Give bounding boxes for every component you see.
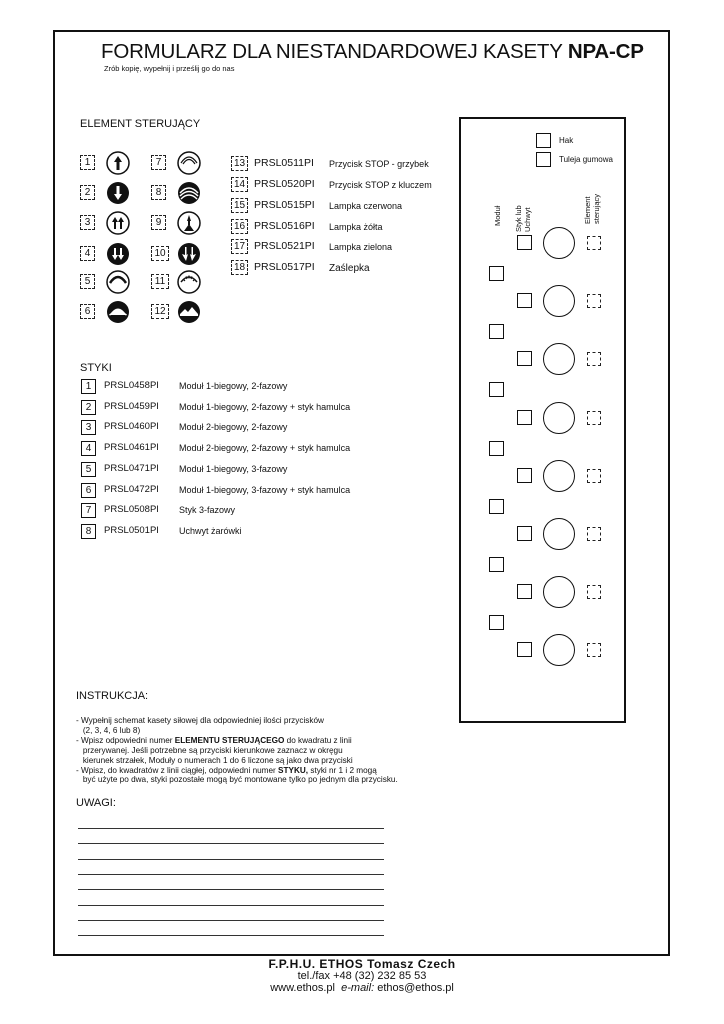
contact-slot-box[interactable] <box>517 642 532 657</box>
contact-number-box: 4 <box>81 441 96 456</box>
element-number-box: 14 <box>231 177 248 192</box>
module-slot-box[interactable] <box>489 615 504 630</box>
module-slot-box[interactable] <box>489 499 504 514</box>
contact-slot-box[interactable] <box>517 293 532 308</box>
contact-number-box: 6 <box>81 483 96 498</box>
module-slot-box[interactable] <box>489 441 504 456</box>
dome-icon <box>106 300 130 324</box>
element-slot-box[interactable] <box>587 294 601 308</box>
arrow-up-icon <box>106 151 130 175</box>
module-slot-box[interactable] <box>489 382 504 397</box>
contact-description: Moduł 1-biegowy, 2-fazowy <box>179 381 288 391</box>
element-slot-box[interactable] <box>587 527 601 541</box>
contact-slot-box[interactable] <box>517 351 532 366</box>
element-code: PRSL0516PI <box>254 220 315 232</box>
arrow-down-icon <box>106 181 130 205</box>
footer-web[interactable]: www.ethos.pl <box>270 982 335 994</box>
instructions-heading: INSTRUKCJA: <box>76 690 149 702</box>
contact-number-box: 2 <box>81 400 96 415</box>
instruction-line: kierunek strzałek, Moduły o numerach 1 do 6 liczone są jako dwa przyciski <box>76 755 353 765</box>
control-element-number-7: 7 <box>151 155 166 170</box>
contact-slot-box[interactable] <box>517 410 532 425</box>
button-circle[interactable] <box>543 518 575 550</box>
footer-company: F.P.H.U. ETHOS Tomasz Czech <box>268 957 456 971</box>
instruction-line: - Wpisz odpowiedni numer ELEMENTU STERUJĄCEGO do kwadratu z linii <box>76 735 352 745</box>
element-number-box: 16 <box>231 219 248 234</box>
contact-description: Moduł 2-biegowy, 2-fazowy + styk hamulca <box>179 443 351 454</box>
element-description: Lampka zielona <box>329 242 393 252</box>
element-description: Zaślepka <box>329 263 370 274</box>
contact-number-box: 5 <box>81 462 96 477</box>
instruction-line: (2, 3, 4, 6 lub 8) <box>76 725 141 735</box>
contact-code: PRSL0501PI <box>104 524 159 536</box>
contact-code: PRSL0461PI <box>104 442 159 454</box>
control-element-number-4: 4 <box>80 246 95 261</box>
contact-description: Moduł 1-biegowy, 3-fazowy <box>179 463 288 474</box>
control-element-number-3: 3 <box>80 215 95 230</box>
styki-heading: STYKI <box>80 362 112 374</box>
element-slot-box[interactable] <box>587 352 601 366</box>
contact-slot-box[interactable] <box>517 584 532 599</box>
tick-marks-arc-icon <box>177 270 201 294</box>
contact-number-box: 1 <box>81 379 96 394</box>
contact-code: PRSL0459PI <box>104 400 159 412</box>
note-line[interactable] <box>78 889 384 890</box>
element-slot-box[interactable] <box>587 236 601 250</box>
contact-code: PRSL0471PI <box>104 462 159 474</box>
element-description: Przycisk STOP - grzybek <box>329 159 429 169</box>
element-slot-box[interactable] <box>587 643 601 657</box>
contact-code: PRSL0460PI <box>104 421 159 433</box>
contact-description: Uchwyt żarówki <box>179 525 242 536</box>
button-circle[interactable] <box>543 227 575 259</box>
note-line[interactable] <box>78 920 384 921</box>
col-label-modul: Moduł <box>493 205 502 226</box>
tuleja-label: Tuleja gumowa <box>559 155 613 164</box>
contact-code: PRSL0472PI <box>104 483 159 495</box>
instruction-line: - Wypełnij schemat kasety siłowej dla odpowiedniej ilości przycisków <box>76 716 324 725</box>
arc-top-icon <box>106 270 130 294</box>
element-code: PRSL0517PI <box>254 261 315 273</box>
note-line[interactable] <box>78 843 384 844</box>
double-arrow-up-icon <box>106 211 130 235</box>
instructions-text <box>76 716 416 785</box>
control-element-number-10: 10 <box>151 246 169 261</box>
element-number-box: 13 <box>231 156 248 171</box>
contact-slot-box[interactable] <box>517 526 532 541</box>
notes-heading: UWAGI: <box>76 797 116 809</box>
contact-description: Moduł 2-biegowy, 2-fazowy <box>179 422 288 433</box>
col-label-styk: Styk lub Uchwyt <box>514 205 532 232</box>
element-description: Lampka żółta <box>329 222 383 232</box>
element-number-box: 15 <box>231 198 248 213</box>
control-element-number-9: 9 <box>151 215 166 230</box>
element-description: Lampka czerwona <box>329 201 403 211</box>
stacked-arcs-icon <box>177 181 201 205</box>
contact-number-box: 8 <box>81 524 96 539</box>
module-slot-box[interactable] <box>489 324 504 339</box>
control-element-number-1: 1 <box>80 155 95 170</box>
element-slot-box[interactable] <box>587 469 601 483</box>
contact-number-box: 7 <box>81 503 96 518</box>
contact-code: PRSL0458PI <box>104 380 159 391</box>
element-slot-box[interactable] <box>587 411 601 425</box>
contact-number-box: 3 <box>81 420 96 435</box>
control-element-number-12: 12 <box>151 304 169 319</box>
contact-slot-box[interactable] <box>517 468 532 483</box>
form-subtitle: Zrób kopię, wypełnij i prześlij go do nas <box>104 64 235 73</box>
control-element-number-2: 2 <box>80 185 95 200</box>
mountain-icon <box>177 300 201 324</box>
contact-code: PRSL0508PI <box>104 504 159 516</box>
module-slot-box[interactable] <box>489 557 504 572</box>
element-code: PRSL0515PI <box>254 199 315 211</box>
control-element-number-6: 6 <box>80 304 95 319</box>
element-description: Przycisk STOP z kluczem <box>329 180 432 190</box>
contact-description: Moduł 1-biegowy, 3-fazowy + styk hamulca <box>179 484 351 495</box>
element-code: PRSL0511PI <box>254 157 314 169</box>
col-label-element: Element sterujący <box>583 193 601 224</box>
note-line[interactable] <box>78 828 384 829</box>
note-line[interactable] <box>78 859 384 860</box>
element-number-box: 17 <box>231 239 248 254</box>
element-heading: ELEMENT STERUJĄCY <box>80 118 201 130</box>
hak-label: Hak <box>559 136 574 145</box>
module-slot-box[interactable] <box>489 266 504 281</box>
form-title: FORMULARZ DLA NIESTANDARDOWEJ KASETY NPA-CP <box>101 40 644 63</box>
button-circle[interactable] <box>543 460 575 492</box>
footer-phone: tel./fax +48 (32) 232 85 53 <box>297 970 427 982</box>
contact-description: Styk 3-fazowy <box>179 505 236 516</box>
instruction-line: przerywanej. Jeśli potrzebne są przyciski kierunkowe zaznacz w okręgu <box>76 745 343 755</box>
down-arrows-icon <box>177 242 201 266</box>
element-code: PRSL0520PI <box>254 178 315 190</box>
instruction-line: - Wpisz, do kwadratów z linii ciągłej, odpowiedni numer STYKU, styki nr 1 i 2 mogą <box>76 765 377 775</box>
button-circle[interactable] <box>543 576 575 608</box>
element-slot-box[interactable] <box>587 585 601 599</box>
arrow-up-triangle-icon <box>177 211 201 235</box>
control-element-number-11: 11 <box>151 274 169 289</box>
control-element-number-5: 5 <box>80 274 95 289</box>
control-element-number-8: 8 <box>151 185 166 200</box>
contact-slot-box[interactable] <box>517 235 532 250</box>
button-circle[interactable] <box>543 402 575 434</box>
footer-contact: www.ethos.pl e-mail: ethos@ethos.pl <box>270 982 454 994</box>
contact-description: Moduł 1-biegowy, 2-fazowy + styk hamulca <box>179 401 351 412</box>
instruction-line: być użyte po dwa, styki pozostałe mogą być montowane tylko po jednym dla przycisku. <box>76 775 398 785</box>
footer-email[interactable]: ethos@ethos.pl <box>377 982 454 994</box>
note-line[interactable] <box>78 874 384 875</box>
arc-top-outline-icon <box>177 151 201 175</box>
element-number-box: 18 <box>231 260 248 275</box>
double-arrow-down-icon <box>106 242 130 266</box>
element-code: PRSL0521PI <box>254 240 315 252</box>
button-circle[interactable] <box>543 285 575 317</box>
note-line[interactable] <box>78 905 384 906</box>
note-line[interactable] <box>78 935 384 936</box>
